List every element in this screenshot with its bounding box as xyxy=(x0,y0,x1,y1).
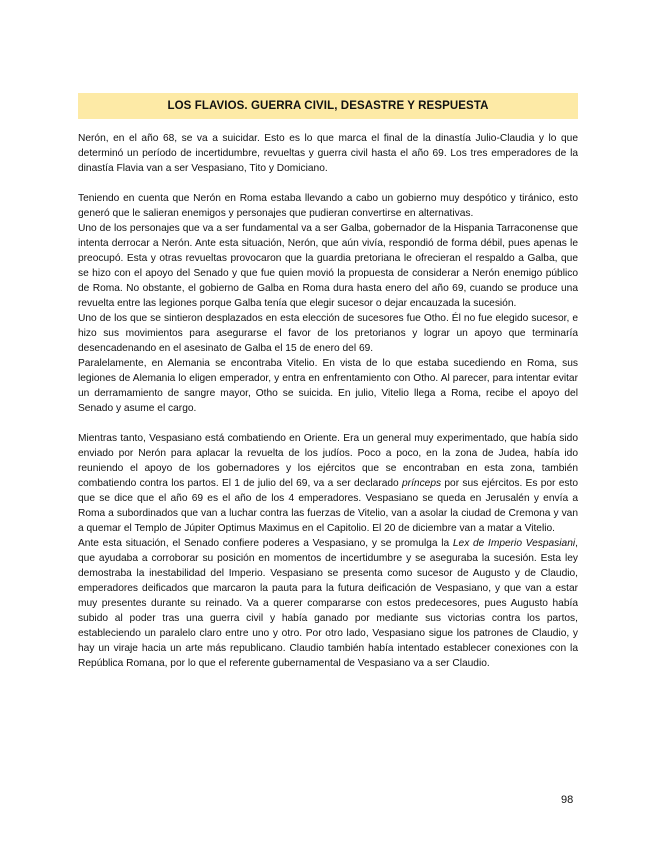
paragraph-text: Uno de los que se sintieron desplazados en esta elección de sucesores fue Otho. Él no fue elegido sucesor, e hizo sus movimientos para asegurarse el favor de los pretorianos y lograr un apoyo que terminaría desencadenando en el asesinato de Galba el 15 de enero del 69. xyxy=(78,313,578,354)
paragraph-text: Uno de los personajes que va a ser fundamental va a ser Galba, gobernador de la Hispania Tarraconense que intenta derrocar a Nerón. Ante esta situación, Nerón, que aún vivía, respondió de forma débil, pues apenas le preocupó. Esta y otras revueltas provocaron que la guardia pretoriana le ofrecieran el respaldo a Galba, que se hizo con el apoyo del Senado y que fue quien movió la propuesta de considerar a Nerón enemigo público de Roma. No obstante, el gobierno de Galba en Roma dura hasta enero del año 69, cuando se produce una revuelta entre las legiones porque Galba tenía que elegir sucesor o dejar encauzada la sucesión. xyxy=(78,223,578,309)
italic-term: Lex de Imperio Vespasiani xyxy=(452,538,576,549)
title-banner xyxy=(78,93,578,119)
page-title: LOS FLAVIOS. GUERRA CIVIL, DESASTRE Y RESPUESTA xyxy=(167,100,489,112)
page-number: 98 xyxy=(561,794,574,806)
document-body xyxy=(78,131,578,671)
paragraph-text: Teniendo en cuenta que Nerón en Roma estaba llevando a cabo un gobierno muy despótico y tiránico, esto generó que le salieran enemigos y personajes que pudieran convertirse en alternativas. xyxy=(78,193,578,219)
paragraph-p4 xyxy=(78,311,578,356)
paragraph-p3 xyxy=(78,221,578,311)
italic-term: prínceps xyxy=(402,478,442,489)
paragraph-p5 xyxy=(78,356,578,416)
paragraph-p2 xyxy=(78,191,578,221)
paragraph-text: Paralelamente, en Alemania se encontraba Vitelio. En vista de lo que estaba sucediendo en Roma, sus legiones de Alemania lo eligen emperador, y entra en enfrentamiento con Otho. Al parecer, para intentar evitar un derramamiento de sangre mayor, Otho se suicida. En julio, Vitelio llega a Roma, recibe el apoyo del Senado y asume el cargo. xyxy=(78,358,578,414)
paragraph-p6 xyxy=(78,431,578,536)
paragraph-p1 xyxy=(78,131,578,176)
paragraph-text: Nerón, en el año 68, se va a suicidar. Esto es lo que marca el final de la dinastía Julio-Claudia y lo que determinó un período de incertidumbre, revueltas y guerra civil hasta el año 69. Los tres emperadores de la dinastía Flavia van a ser Vespasiano, Tito y Domiciano. xyxy=(78,133,578,174)
paragraph-p7 xyxy=(78,536,578,671)
paragraph-text: por sus ejércitos. Es por esto que se dice que el año 69 es el año de los 4 emperadores. Vespasiano se queda en Jerusalén y envía a Roma a subordinados que van a luchar contra las fuerzas de Vitelio, van a asolar la ciudad de Cremona y van a quemar el Templo de Júpiter Optimus Maximus en el Capitolio. El 20 de diciembre van a matar a Vitelio. xyxy=(78,478,578,534)
paragraph-text: , que ayudaba a corroborar su posición en momentos de incertidumbre y se aseguraba la sucesión. Esta ley demostraba la inestabilidad del Imperio. Vespasiano se presenta como sucesor de Augusto y de Claudio, emperadores deificados que marcaron la pauta para la futura deificación de Vespasiano, y que van a estar muy presentes durante su reinado. Va a querer compararse con estos predecesores, pues Augusto había subido al poder tras una guerra civil y había ganado por mediante sus victorias contra los partos, estableciendo un paralelo claro entre uno y otro. Por otro lado, Vespasiano sigue los patrones de Claudio, y hay un viraje hacia un arte más republicano. Claudio también había intentado establecer conexiones con la República Romana, por lo que el referente gubernamental de Vespasiano va a ser Claudio. xyxy=(78,538,578,669)
paragraph-text: Ante esta situación, el Senado confiere poderes a Vespasiano, y se promulga la xyxy=(78,538,453,549)
paragraph-text: Mientras tanto, Vespasiano está combatiendo en Oriente. Era un general muy experimentado, que había sido enviado por Nerón para aplacar la revuelta de los judíos. Poco a poco, en la zona de Judea, había ido reuniendo el apoyo de los gobernadores y los ejércitos que se encontraban en esta zona, también combatiendo contra los partos. El 1 de julio del 69, va a ser declarado xyxy=(78,433,578,489)
